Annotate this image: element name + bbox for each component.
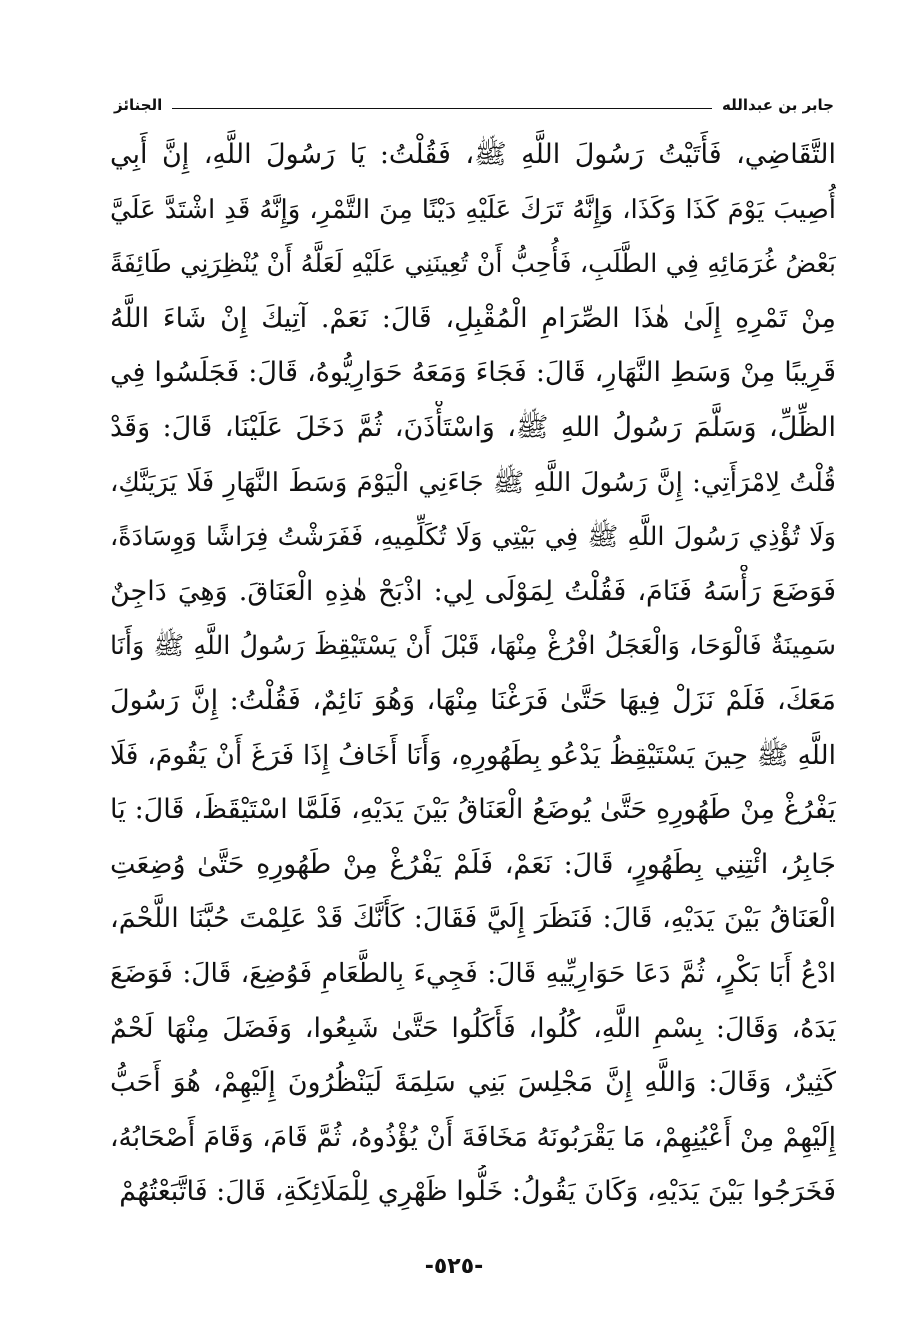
text-line: ادْعُ أَبَا بَكْرٍ، ثُمَّ دَعَا حَوَارِيِّيهِ قَالَ: فَجِيءَ بِالطَّعَامِ فَوُضِعَ، قَالَ: فَوَضَعَ: [110, 957, 836, 989]
text-line: يَدَهُ، وَقَالَ: بِسْمِ اللَّهِ، كُلُوا، فَأَكَلُوا حَتَّىٰ شَبِعُوا، وَفَضَلَ مِنْهَا لَحْمٌ: [110, 1012, 836, 1044]
header-rule: [172, 108, 712, 109]
page-number: -٥٢٥-: [424, 1254, 484, 1279]
header-chapter: الجنائز: [114, 96, 163, 114]
hadith-text: [110, 128, 836, 1220]
header-narrator: جابر بن عبدالله: [721, 96, 834, 114]
text-line: يَفْرُغْ مِنْ طَهُورِهِ حَتَّىٰ يُوضَعُ الْعَنَاقُ بَيْنَ يَدَيْهِ، فَلَمَّا اسْتَيْقَظَ، قَالَ: يَا: [110, 794, 836, 826]
text-line: سَمِينَةٌ فَالْوَحَا، وَالْعَجَلُ افْرُغْ مِنْهَا، قَبْلَ أَنْ يَسْتَيْقِظَ رَسُولُ اللَّهِ ﷺ وَأَنَا: [110, 631, 836, 662]
text-line: قُلْتُ لِامْرَأَتِي: إِنَّ رَسُولَ اللَّهِ ﷺ جَاءَنِي الْيَوْمَ وَسَطَ النَّهَارِ فَلَا يَرَيَنَّكِ،: [110, 467, 836, 498]
text-line: فَخَرَجُوا بَيْنَ يَدَيْهِ، وَكَانَ يَقُولُ: خَلُّوا ظَهْرِي لِلْمَلَائِكَةِ، قَالَ: فَاتَّبَعْتُهُمْ: [119, 1176, 836, 1208]
text-line: قَرِيبًا مِنْ وَسَطِ النَّهَارِ، قَالَ: فَجَاءَ وَمَعَهُ حَوَارِيُّوهُ، قَالَ: فَجَلَسُوا فِي: [110, 357, 836, 389]
text-line: التَّقَاضِي، فَأَتَيْتُ رَسُولَ اللَّهِ ﷺ، فَقُلْتُ: يَا رَسُولَ اللَّهِ، إِنَّ أَبِي: [110, 139, 836, 170]
text-line: إِلَيْهِمْ مِنْ أَعْيُنِهِمْ، مَا يَقْرَبُونَهُ مَخَافَةَ أَنْ يُؤْذُوهُ، ثُمَّ قَامَ، وَقَامَ أَصْحَابُهُ،: [110, 1121, 836, 1153]
running-header: [114, 92, 834, 118]
text-line: أُصِيبَ يَوْمَ كَذَا وَكَذَا، وَإِنَّهُ تَرَكَ عَلَيْهِ دَيْنًا مِنَ التَّمْرِ، وَإِنَّهُ قَدِ اشْتَدَّ عَلَيَّ: [110, 194, 836, 225]
text-line: الظِّلِّ، وَسَلَّمَ رَسُولُ اللهِ ﷺ، وَاسْتَأْذَنَ، ثُمَّ دَخَلَ عَلَيْنَا، قَالَ: وَقَدْ: [110, 411, 836, 443]
text-line: الْعَنَاقُ بَيْنَ يَدَيْهِ، قَالَ: فَنَظَرَ إِلَيَّ فَقَالَ: كَأَنَّكَ قَدْ عَلِمْتَ حُبَّنَا اللَّحْمَ،: [110, 903, 836, 935]
text-line: مِنْ تَمْرِهِ إِلَىٰ هٰذَا الصِّرَامِ الْمُقْبِلِ، قَالَ: نَعَمْ. آتِيكَ إِنْ شَاءَ اللَّهُ: [110, 302, 836, 334]
text-line: فَوَضَعَ رَأْسَهُ فَنَامَ، فَقُلْتُ لِمَوْلَى لِي: اذْبَحْ هٰذِهِ الْعَنَاقَ. وَهِيَ دَاجِنٌ: [110, 575, 836, 607]
text-line: بَعْضُ غُرَمَائِهِ فِي الطَّلَبِ، فَأُحِبُّ أَنْ تُعِينَنِي عَلَيْهِ لَعَلَّهُ أَنْ يُنْظِرَنِي طَائِفَةً: [110, 249, 836, 280]
text-line: جَابِرُ، ائْتِنِي بِطَهُورٍ، قَالَ: نَعَمْ، فَلَمْ يَفْرُغْ مِنْ طَهُورِهِ حَتَّىٰ وُضِعَتِ: [110, 848, 836, 880]
text-line: اللَّهِ ﷺ حِينَ يَسْتَيْقِظُ يَدْعُو بِطَهُورِهِ، وَأَنَا أَخَافُ إِذَا فَرَغَ أَنْ يَقُومَ، فَلَا: [110, 739, 836, 771]
text-line: وَلَا تُؤْذِي رَسُولَ اللَّهِ ﷺ فِي بَيْتِي وَلَا تُكَلِّمِيهِ، فَفَرَشْتُ فِرَاشًا وَوِسَادَةً،: [110, 522, 836, 553]
text-line: كَثِيرٌ، وَقَالَ: وَاللَّهِ إِنَّ مَجْلِسَ بَنِي سَلِمَةَ لَيَنْظُرُونَ إِلَيْهِمْ، هُوَ أَحَبُّ: [110, 1067, 836, 1099]
text-line: مَعَكَ، فَلَمْ نَزَلْ فِيهَا حَتَّىٰ فَرَغْنَا مِنْهَا، وَهُوَ نَائِمٌ، فَقُلْتُ: إِنَّ رَسُولَ: [110, 684, 836, 716]
